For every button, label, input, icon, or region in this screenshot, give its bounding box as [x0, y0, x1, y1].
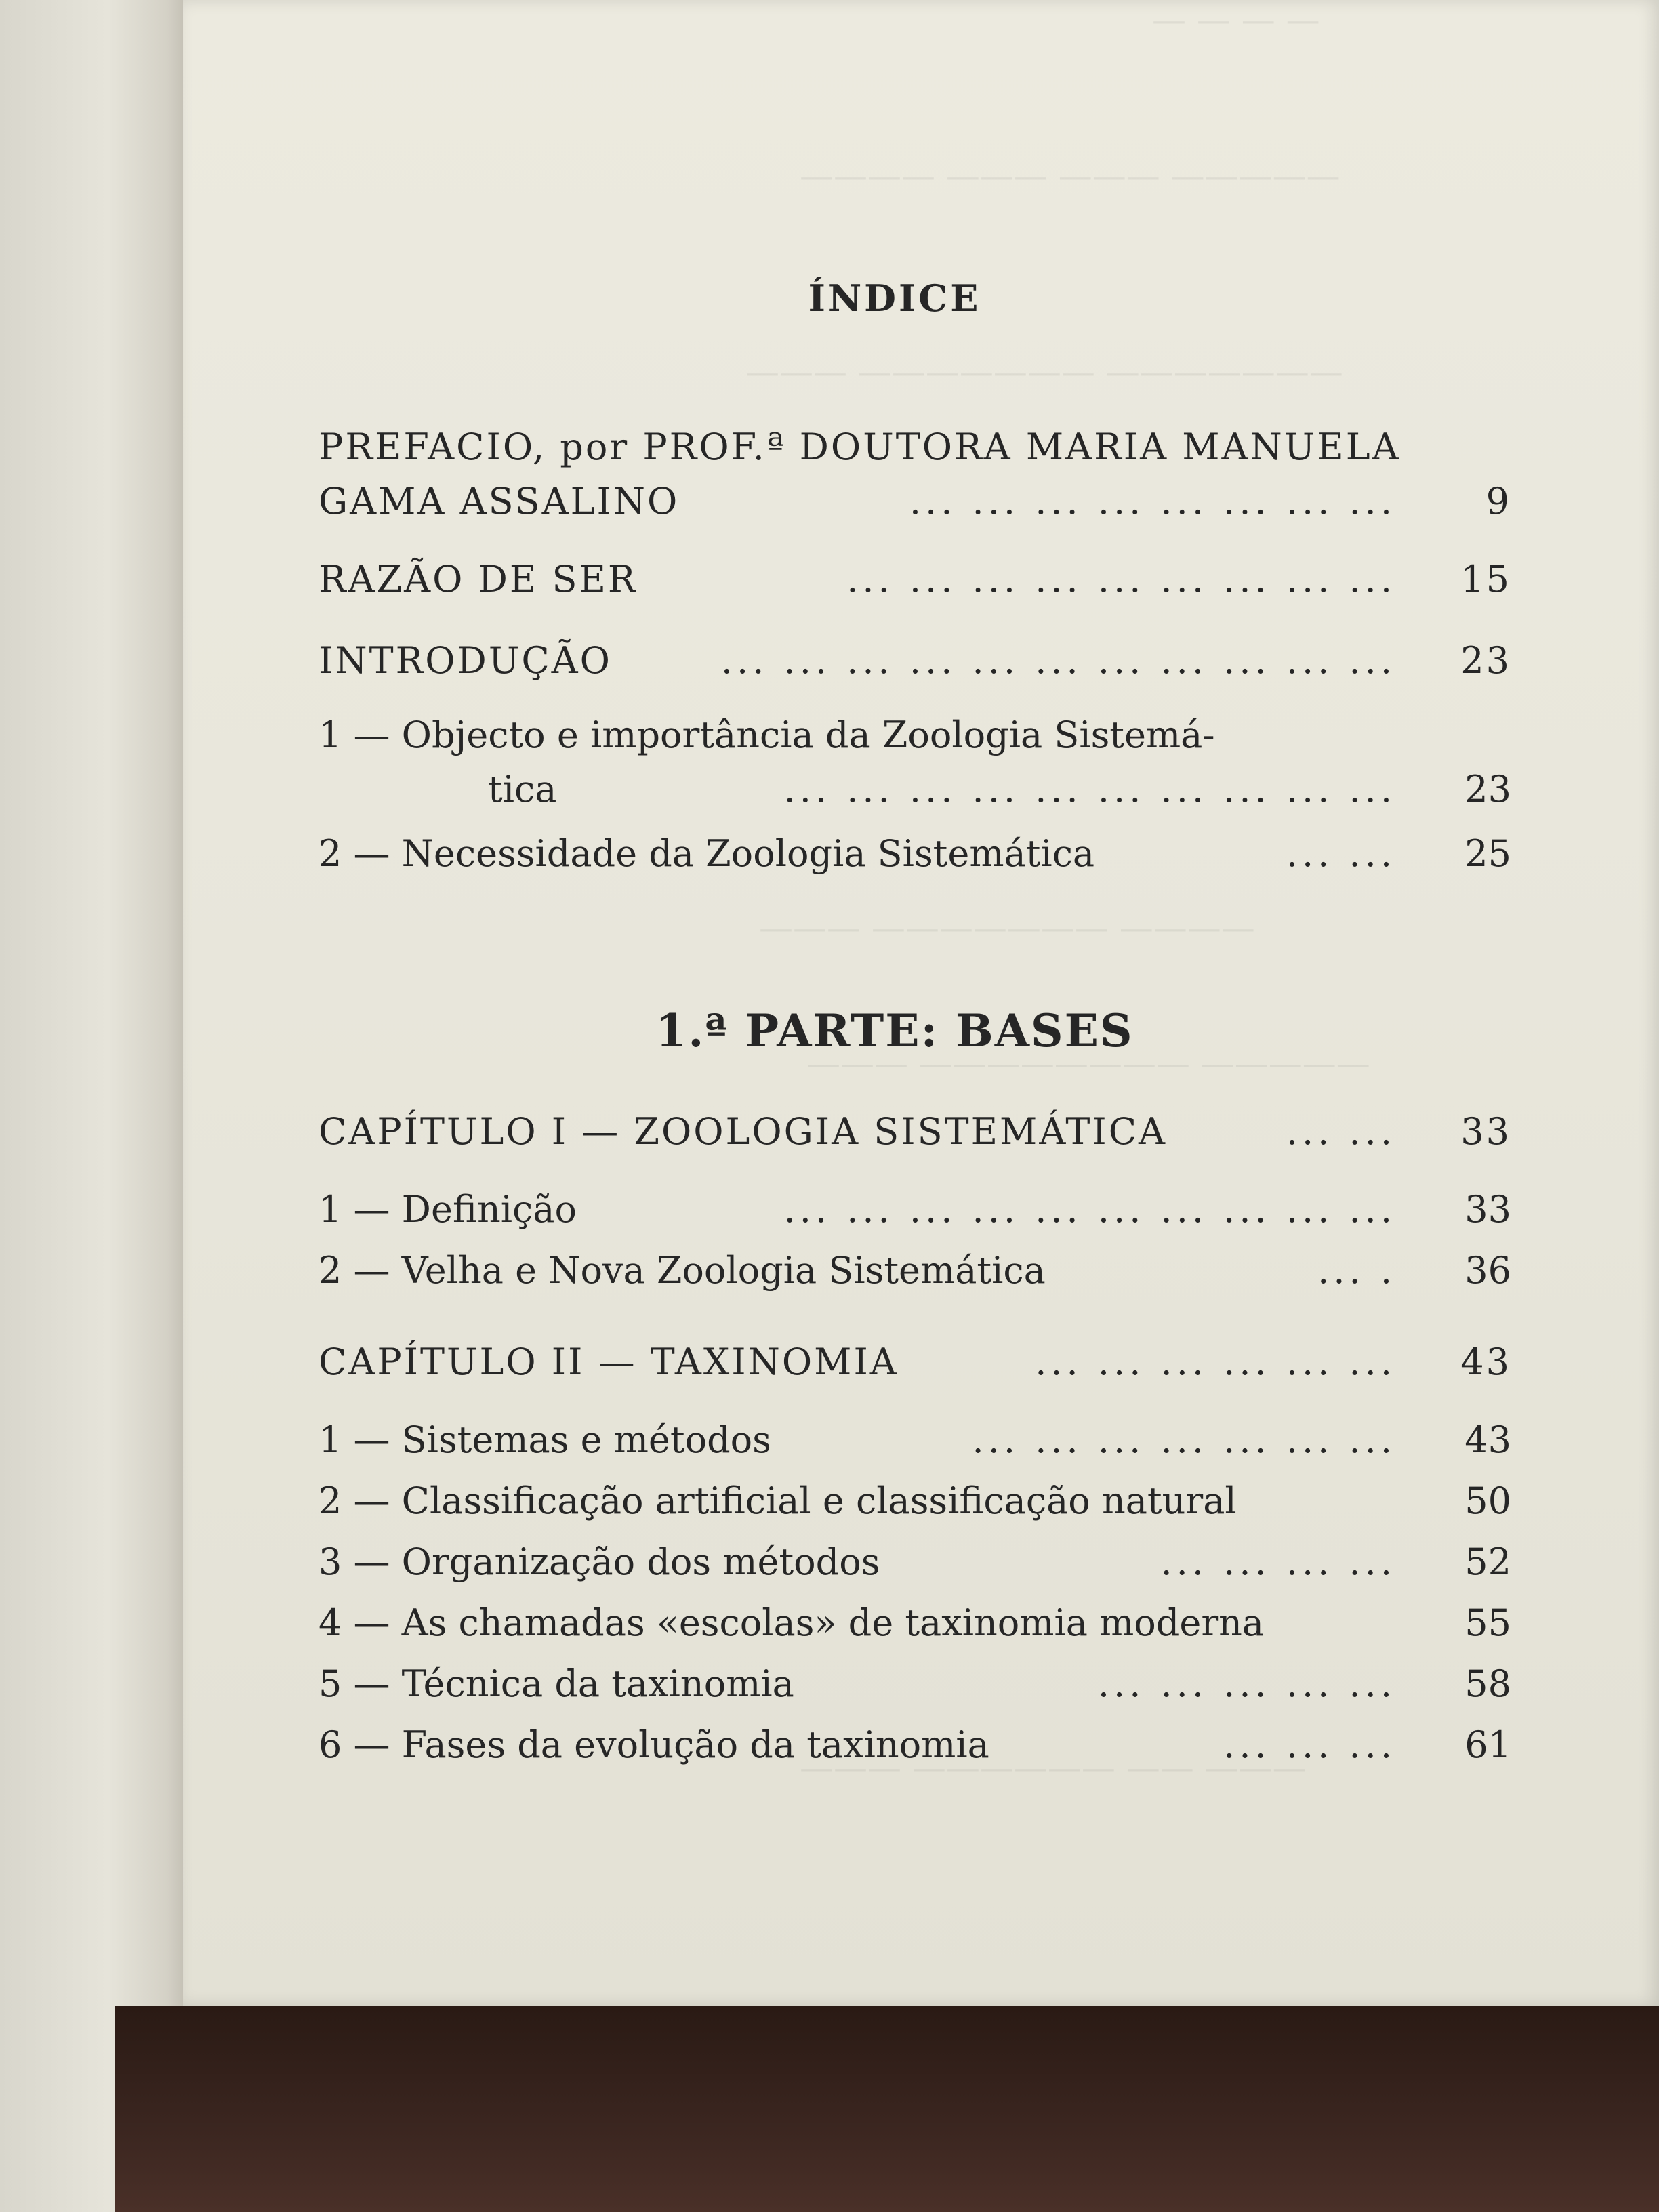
- toc-entry-prefacio: [319, 420, 1511, 474]
- toc-chapter-1: [319, 1105, 1511, 1159]
- toc-entry-label: 2 — Classificação artificial e classificação natural: [319, 1479, 1237, 1522]
- toc-subentry: [319, 1183, 1511, 1237]
- toc-subentry: [319, 708, 1511, 762]
- dot-leader: ... ... ... ... ...: [1097, 1662, 1396, 1705]
- page-number: 33: [1465, 1188, 1511, 1231]
- toc-subentry: [319, 1244, 1511, 1298]
- page-number: 61: [1465, 1723, 1511, 1766]
- page-number: 43: [1465, 1418, 1511, 1461]
- left-page-edge: [0, 0, 197, 2212]
- toc-subentry: [319, 1718, 1511, 1772]
- toc-entry-introducao: [319, 634, 1511, 688]
- toc-entry-label: 6 — Fases da evolução da taxinomia: [319, 1723, 989, 1766]
- page-number: 9: [1486, 480, 1511, 523]
- show-through-text: ——— —————— —— ———: [800, 1748, 1307, 1788]
- toc-entry-label: 4 — As chamadas «escolas» de taxinomia moderna: [319, 1601, 1265, 1644]
- show-through-text: ——— ———————— —————: [806, 1044, 1370, 1083]
- page-number: 36: [1465, 1249, 1511, 1292]
- page-number: 55: [1465, 1601, 1511, 1644]
- part-title: 1.ª PARTE: BASES: [655, 1004, 1134, 1057]
- toc-entry-label: CAPÍTULO II — TAXINOMIA: [319, 1340, 899, 1383]
- table-surface: [115, 2006, 1659, 2212]
- show-through-text: ——— ——————— ———————: [745, 352, 1343, 392]
- toc-entry-label: RAZÃO DE SER: [319, 558, 638, 600]
- dot-leader: ... ... ... ... ... ... ... ...: [909, 480, 1396, 523]
- toc-entry-label: 1 — Objecto e importância da Zoologia Sistemá-: [319, 714, 1215, 756]
- dot-leader: ... ... ... ... ... ...: [1035, 1340, 1396, 1383]
- page-number: 33: [1460, 1110, 1511, 1153]
- page-number: 23: [1460, 639, 1511, 682]
- show-through-text: — — — —: [1152, 0, 1320, 39]
- toc-subentry: [319, 1535, 1511, 1589]
- toc-entry-label: 2 — Velha e Nova Zoologia Sistemática: [319, 1249, 1046, 1292]
- toc-entry-label: 2 — Necessidade da Zoologia Sistemática: [319, 832, 1095, 875]
- toc-entry-label: CAPÍTULO I — ZOOLOGIA SISTEMÁTICA: [319, 1110, 1168, 1153]
- dot-leader: ... ... ... ... ... ... ... ... ... ...: [783, 768, 1396, 811]
- toc-subentry: [319, 827, 1511, 881]
- page-number: 52: [1465, 1540, 1511, 1583]
- toc-subentry-continued: [319, 762, 1511, 817]
- show-through-text: ———— ——— ——— —————: [800, 156, 1340, 195]
- dot-leader: ... ... ...: [1223, 1723, 1396, 1766]
- dot-leader: ... .: [1317, 1249, 1396, 1292]
- toc-subentry: [319, 1657, 1511, 1711]
- toc-entry-label: 3 — Organização dos métodos: [319, 1540, 880, 1583]
- dot-leader: ... ... ... ... ... ... ...: [972, 1418, 1396, 1461]
- dot-leader: ... ... ... ... ... ... ... ... ... ...: [783, 1188, 1396, 1231]
- dot-leader: ... ...: [1286, 1110, 1396, 1153]
- dot-leader: ... ... ... ...: [1160, 1540, 1396, 1583]
- toc-subentry: [319, 1596, 1511, 1650]
- page-number: 58: [1465, 1662, 1511, 1705]
- toc-subentry: [319, 1413, 1511, 1467]
- toc-entry-prefacio-continued: [319, 474, 1511, 529]
- page-number: 23: [1465, 768, 1511, 811]
- toc-chapter-2: [319, 1335, 1511, 1389]
- toc-entry-label: 1 — Sistemas e métodos: [319, 1418, 771, 1461]
- page-number: 50: [1465, 1479, 1511, 1522]
- page-number: 15: [1460, 558, 1511, 600]
- dot-leader: ... ... ... ... ... ... ... ... ...: [846, 558, 1396, 600]
- page-number: 43: [1460, 1340, 1511, 1383]
- toc-entry-razao: [319, 552, 1511, 607]
- toc-entry-label: tica: [488, 768, 557, 811]
- dot-leader: ... ... ... ... ... ... ... ... ... ... ...: [720, 639, 1396, 682]
- toc-entry-label: 5 — Técnica da taxinomia: [319, 1662, 794, 1705]
- toc-subentry: [319, 1474, 1511, 1528]
- toc-entry-label: GAMA ASSALINO: [319, 480, 680, 523]
- index-title: ÍNDICE: [808, 276, 981, 320]
- page-number: 25: [1465, 832, 1511, 875]
- dot-leader: ... ...: [1286, 832, 1396, 875]
- toc-entry-label: PREFACIO, por PROF.ª DOUTORA MARIA MANUELA: [319, 426, 1401, 468]
- toc-entry-label: INTRODUÇÃO: [319, 639, 612, 682]
- toc-entry-label: 1 — Definição: [319, 1188, 577, 1231]
- show-through-text: ——— ——————— ————: [759, 908, 1255, 947]
